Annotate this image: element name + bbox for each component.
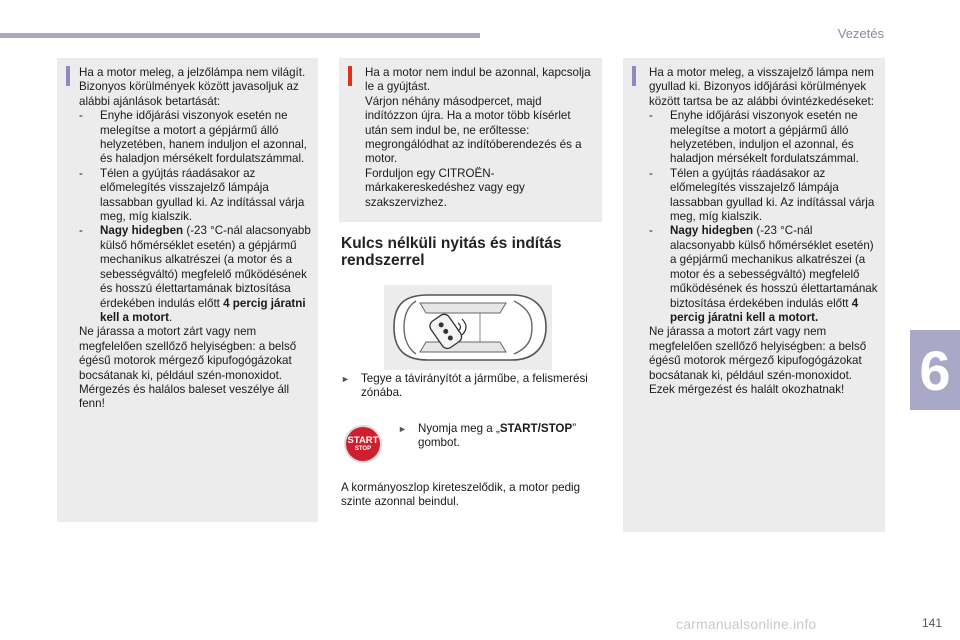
list-item: - Télen a gyújtás ráadásakor az előmelegítés visszajelző lámpája lassabban gyullad ki. Az indítással várja meg, míg kialszik. (649, 167, 879, 225)
intro-text: Ha a motor meleg, a visszajelző lámpa nem gyullad ki. Bizonyos időjárási körülmények között tartsa be az alábbi óvintézkedéseket: (649, 66, 874, 108)
bold-term: START/STOP (499, 422, 573, 435)
step-text-prefix: Nyomja meg a „ (418, 422, 500, 435)
section-title: Vezetés (837, 26, 884, 41)
start-label: START (347, 434, 379, 446)
info-icon (66, 66, 70, 86)
car-keyless-illustration-icon (384, 285, 552, 370)
list-item (79, 224, 313, 325)
warning-box (339, 58, 602, 222)
bold-term: 4 percig járatni kell a motort. (670, 296, 859, 324)
list-item (649, 224, 879, 325)
result-note: A kormányoszlop kireteszelődik, a motor pedig szinte azonnal beindul. (341, 481, 581, 509)
header-bar (0, 33, 480, 38)
info-box-left (57, 58, 318, 522)
bold-term: Nagy hidegben (100, 224, 184, 238)
advice-list (649, 109, 879, 325)
intro-text: Ha a motor meleg, a jelzőlámpa nem világít. Bizonyos körülmények között javasoljuk az alábbi ajánlások betartását: (79, 66, 306, 108)
list-item-text: (-23 °C-nál alacsonyabb külső hőmérséklet esetén) a gépjármű mechanikus alkatrészei (a motor és a sebességváltó) megfelelő működésének és hosszú élettartamának biztosítása érdekében indulás előtt (100, 224, 311, 310)
stop-label: STOP (354, 445, 372, 452)
step-text (418, 422, 603, 451)
warning-box-text: Ha a motor nem indul be azonnal, kapcsolja le a gyújtást. Várjon néhány másodpercet, majd indítózzon újra. Ha a motor több kísérlet után sem indul be, ne erőltesse: megrongálódhat az indítóberendezés és a motor. Forduljon egy CITROËN-márkakereskedéshez vagy egy szakszervizhez. (365, 66, 591, 209)
list-item-end: . (168, 310, 173, 324)
bold-term: Nagy hidegben (670, 224, 754, 238)
section-heading: Kulcs nélküli nyitás és indítás rendszerrel (341, 235, 562, 269)
info-box-right (623, 58, 885, 532)
chapter-tab: 6 (910, 330, 960, 410)
list-item: - Télen a gyújtás ráadásakor az előmelegítés visszajelző lámpája lassabban gyullad ki. Az indítással várja meg, míg kialszik. (79, 167, 313, 225)
info-icon (632, 66, 636, 86)
list-item-text: (-23 °C-nál alacsonyabb külső hőmérséklet esetén) a gépjármű mechanikus alkatrészei (a motor és a sebességváltó) megfelelő működésének és hosszú élettartamának biztosítása érdekében indulás előtt (670, 224, 878, 310)
page-number: 141 (921, 616, 942, 630)
warning-icon (348, 66, 352, 86)
list-item: - Enyhe időjárási viszonyok esetén ne melegítse a motort a gépjármű álló helyzetében, hanem induljon el azonnal, és haladjon mérsékelt fordulatszámmal. (79, 109, 313, 167)
arrow-right-icon: ► (398, 424, 407, 434)
watermark: carmanualsonline.info (676, 616, 817, 632)
bold-term: 4 percig járatni kell a motort (100, 296, 306, 324)
step-text-suffix: ” gombot. (418, 422, 577, 450)
warning-text: Ne járassa a motort zárt vagy nem megfelelően szellőző helyiségben: a belső égésű motorok mérgező kipufogógázokat bocsátanak ki, például szén-monoxidot. Ezek mérgezést és halált okozhatnak! (649, 325, 867, 396)
step-text: Tegye a távirányítót a járműbe, a felismerési zónába. (361, 372, 588, 400)
warning-text: Ne járassa a motort zárt vagy nem megfelelően szellőző helyiségben: a belső égésű motorok mérgező kipufogógázokat bocsátanak ki, például szén-monoxidot. Mérgezés és halálos baleset veszélye áll fenn! (79, 325, 297, 411)
start-stop-button-icon (343, 424, 383, 464)
arrow-right-icon: ► (341, 374, 350, 384)
list-item: - Enyhe időjárási viszonyok esetén ne melegítse a motort a gépjármű álló helyzetében, induljon el azonnal, és haladjon mérsékelt fordulatszámmal. (649, 109, 879, 167)
advice-list (79, 109, 313, 325)
